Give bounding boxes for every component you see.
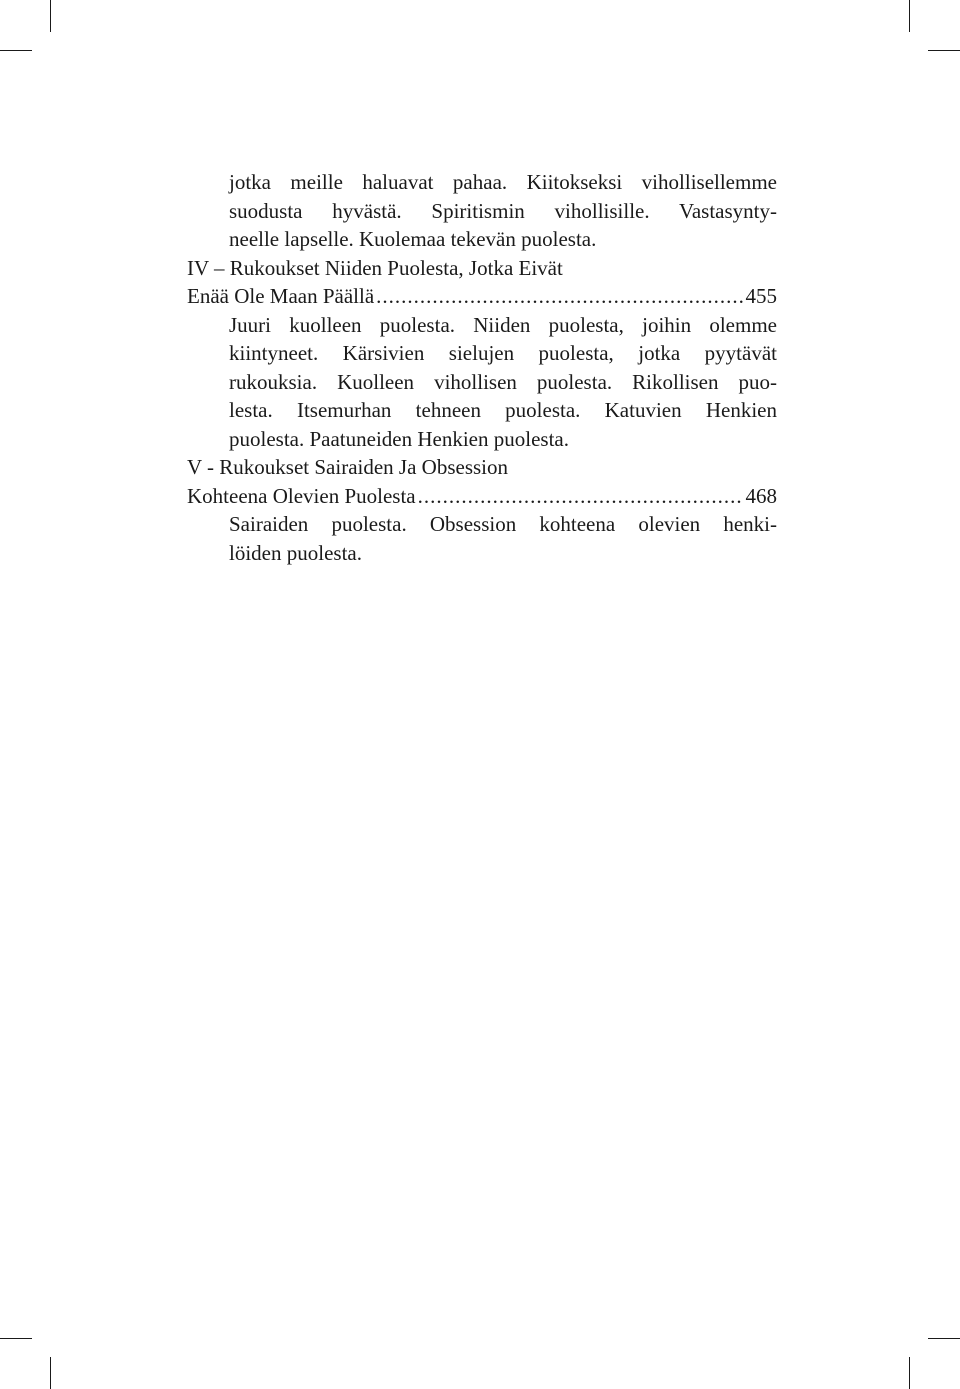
toc-dot-leader <box>418 482 744 511</box>
crop-mark-bottom-right-h <box>928 1338 960 1339</box>
toc-text-line: rukouksia. Kuolleen vihollisen puolesta. Rikollisen puo- <box>229 369 777 394</box>
toc-entry <box>187 482 777 511</box>
crop-mark-bottom-left-h <box>0 1338 32 1339</box>
crop-mark-bottom-right <box>909 1357 910 1389</box>
crop-mark-top-left <box>50 0 51 32</box>
toc-page-number: 468 <box>745 483 777 508</box>
toc-entry <box>187 282 777 311</box>
toc-text-line: löiden puolesta. <box>229 540 362 565</box>
crop-mark-top-right-h <box>928 50 960 51</box>
toc-entry-title: Kohteena Olevien Puolesta <box>187 483 416 508</box>
crop-mark-bottom-left <box>50 1357 51 1389</box>
toc-entry-title: Enää Ole Maan Päällä <box>187 284 375 308</box>
crop-mark-top-left-h <box>0 50 32 51</box>
toc-text-line: kiintyneet. Kärsivien sielujen puolesta, jotka pyytävät <box>229 341 777 365</box>
toc-page-number: 455 <box>745 284 777 308</box>
toc-text-line: lesta. Itsemurhan tehneen puolesta. Katuvien Henkien <box>229 398 777 422</box>
toc-text-line: Sairaiden puolesta. Obsession kohteena olevien henki- <box>229 512 777 536</box>
toc-dot-leader <box>376 282 743 311</box>
toc-text-line: jotka meille haluavat pahaa. Kiitokseksi vihollisellemme <box>229 170 777 194</box>
toc-text-line: Juuri kuolleen puolesta. Niiden puolesta, joihin olemme <box>229 312 777 337</box>
table-of-contents <box>187 168 777 567</box>
toc-text-line: suodusta hyvästä. Spiritismin vihollisille. Vastasynty- <box>229 198 777 223</box>
toc-section-heading: IV – Rukoukset Niiden Puolesta, Jotka Eivät <box>187 255 563 280</box>
toc-text-line: puolesta. Paatuneiden Henkien puolesta. <box>229 426 569 451</box>
crop-mark-top-right <box>909 0 910 32</box>
toc-text-line: neelle lapselle. Kuolemaa tekevän puolesta. <box>229 227 597 251</box>
toc-section-heading: V - Rukoukset Sairaiden Ja Obsession <box>187 455 508 479</box>
